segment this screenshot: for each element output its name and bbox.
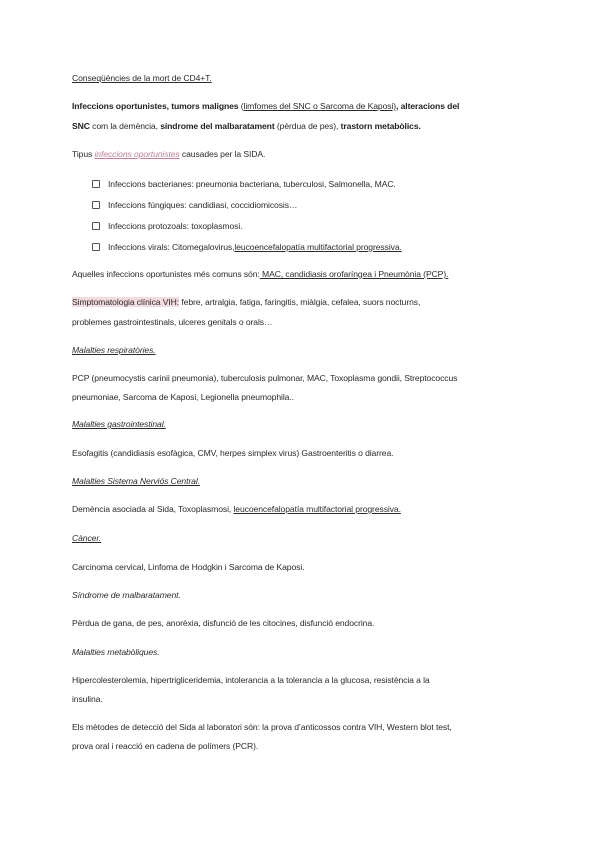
comuns-prefix: Aquelles infeccions oportunistes més comuns són: bbox=[72, 269, 260, 279]
section-title bbox=[72, 471, 527, 491]
section-title bbox=[72, 642, 527, 662]
section-body bbox=[72, 499, 527, 519]
infeccions-oportunistes-link[interactable]: infeccions oportunistes bbox=[94, 149, 180, 159]
section-title bbox=[72, 585, 527, 605]
section-title-text: Malalties Sistema Nerviós Central. bbox=[72, 476, 200, 486]
deteccio-text-2: prova oral i reacció en cadena de polímers (PCR). bbox=[72, 741, 259, 751]
intro-underlined: limfomes del SNC o Sarcoma de Kaposi) bbox=[243, 101, 397, 111]
intro-trastorn: trastorn metabòlics. bbox=[340, 121, 421, 131]
checklist-item bbox=[92, 216, 242, 236]
section-title bbox=[72, 340, 527, 360]
section-title bbox=[72, 414, 527, 434]
checklist-item bbox=[92, 174, 396, 194]
checklist-text: Infeccions fúngiques: candidiasi, coccidiomicosis… bbox=[108, 200, 298, 210]
section-body bbox=[72, 368, 527, 388]
checklist-text: Infeccions virals: Citomegalovirus, bbox=[108, 242, 235, 252]
intro-perdua: (pèrdua de pes), bbox=[274, 121, 341, 131]
tipus-line bbox=[72, 144, 527, 164]
checkbox[interactable] bbox=[92, 180, 100, 188]
section-body-text: PCP (pneumocystis carinii pneumonia), tuberculosis pulmonar, MAC, Toxoplasma gondii, Streptococcus bbox=[72, 373, 458, 383]
intro-sindrome: síndrome del malbaratament bbox=[160, 121, 275, 131]
section-title-text: Malalties respiratòries. bbox=[72, 345, 156, 355]
section-body bbox=[72, 613, 527, 633]
heading bbox=[72, 68, 527, 88]
section-body bbox=[72, 689, 527, 709]
checkbox[interactable] bbox=[92, 243, 100, 251]
simptomes-text: febre, artralgia, fatiga, faringitis, miàlgia, cefalea, suors nocturns, bbox=[179, 297, 421, 307]
section-title bbox=[72, 528, 527, 548]
deteccio-text: Els mètodes de detecció del Sida al laboratori són: la prova d’anticossos contra VIH, Western blot test, bbox=[72, 722, 452, 732]
section-title-text: Malalties gastrointestinal. bbox=[72, 419, 166, 429]
section-body bbox=[72, 443, 527, 463]
simptomes-text-2: problemes gastrointestinals, ulceres genitals o orals… bbox=[72, 317, 273, 327]
intro-paren: ( bbox=[238, 101, 244, 111]
comuns-underlined: MAC, candidiasis orofaríngea i Pneumònia (PCP). bbox=[259, 269, 449, 279]
simptomes-line-2 bbox=[72, 312, 527, 332]
section-title-text: Càncer. bbox=[72, 533, 102, 543]
section-body-text: Hipercolesterolemia, hipertrigliceridemia, intolerancia a la tolerancia a la glucosa, resistència a la bbox=[72, 675, 430, 685]
section-body-text: pneumoniae, Sarcoma de Kaposi, Legionella pneumophila.. bbox=[72, 392, 294, 402]
intro-bold-1: Infeccions oportunistes, tumors malignes bbox=[72, 101, 239, 111]
intro-line-1 bbox=[72, 96, 527, 116]
checkbox[interactable] bbox=[92, 201, 100, 209]
simptomes-highlight: Simptomatologia clínica VIH: bbox=[72, 297, 180, 307]
intro-bold-2: , alteracions del bbox=[396, 101, 460, 111]
checklist-text: Infeccions bacterianes: pneumonia bacteriana, tuberculosi, Salmonella, MAC. bbox=[108, 179, 396, 189]
tipus-suffix: causades per la SIDA. bbox=[179, 149, 266, 159]
section-body-text: insulina. bbox=[72, 694, 103, 704]
deteccio-line-2 bbox=[72, 736, 527, 756]
checklist-item bbox=[92, 237, 402, 257]
tipus-prefix: Tipus bbox=[72, 149, 95, 159]
section-body bbox=[72, 670, 527, 690]
section-body-text: Esofagitis (candidiasis esofàgica, CMV, herpes simplex virus) Gastroenteritis o diarrea. bbox=[72, 448, 394, 458]
section-title-text: Malalties metabòliques. bbox=[72, 647, 160, 657]
section-title-text: Síndrome de malbaratament. bbox=[72, 590, 181, 600]
section-body-text: Pèrdua de gana, de pes, anorèxia, disfunció de les citocines, disfunció endocrina. bbox=[72, 618, 375, 628]
section-body bbox=[72, 557, 527, 577]
intro-snc: SNC bbox=[72, 121, 90, 131]
intro-text: com la demència, bbox=[89, 121, 161, 131]
checkbox[interactable] bbox=[92, 222, 100, 230]
deteccio-line-1 bbox=[72, 717, 527, 737]
intro-line-2 bbox=[72, 116, 527, 136]
section-body-underlined: leucoencefalopatía multifactorial progressiva. bbox=[233, 504, 401, 514]
simptomes-line-1 bbox=[72, 292, 527, 312]
checklist-item bbox=[92, 195, 297, 215]
section-body bbox=[72, 387, 527, 407]
heading-text: Conseqüències de la mort de CD4+T. bbox=[72, 73, 212, 83]
section-body-text: Carcinoma cervical, Linfoma de Hodgkin i Sarcoma de Kaposi. bbox=[72, 562, 305, 572]
checklist-text: Infeccions protozoals: toxoplasmosi. bbox=[108, 221, 243, 231]
comuns-line bbox=[72, 264, 527, 284]
section-body-text: Demència asociada al Sida, Toxoplasmosi, bbox=[72, 504, 234, 514]
checklist-underlined: leucoencefalopatía multifactorial progressiva. bbox=[234, 242, 402, 252]
